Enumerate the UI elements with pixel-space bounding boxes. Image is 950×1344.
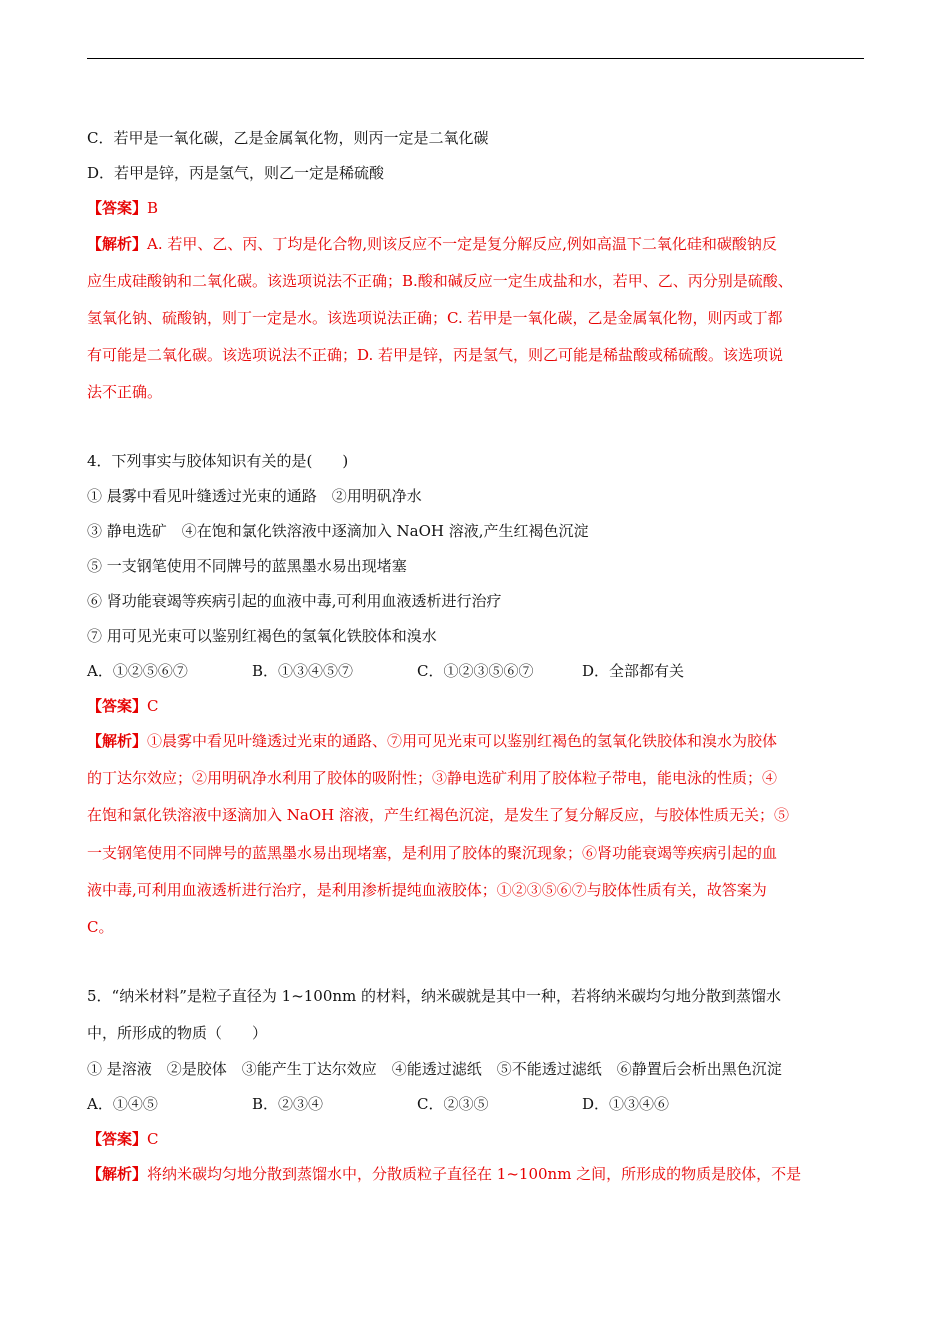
analysis-tag: 【解析】 bbox=[87, 732, 148, 750]
q5-items: ① 是溶液 ②是胶体 ③能产生丁达尔效应 ④能透过滤纸 ⑤不能透过滤纸 ⑥静置后会析出黑色沉淀 bbox=[87, 1060, 782, 1078]
q3-analysis-line-4: 有可能是二氧化碳。该选项说法不正确；D. 若甲是锌，丙是氢气，则乙可能是稀盐酸或稀硫酸。该选项说 bbox=[87, 346, 784, 364]
option-b: B．②③④ bbox=[252, 1095, 324, 1113]
answer-tag: 【答案】 bbox=[87, 1130, 148, 1148]
q5-stem-line-2: 中，所形成的物质（ ） bbox=[87, 1024, 268, 1042]
q4-stem: 4．下列事实与胶体知识有关的是( ) bbox=[87, 452, 349, 470]
analysis-text: A. 若甲、乙、丙、丁均是化合物,则该反应不一定是复分解反应,例如高温下二氧化硅和碳酸钠反 bbox=[147, 235, 777, 253]
q4-item-4: ⑥ 肾功能衰竭等疾病引起的血液中毒,可利用血液透析进行治疗 bbox=[87, 592, 502, 610]
answer-value: C bbox=[147, 1130, 159, 1148]
q3-option-c: C．若甲是一氧化碳，乙是金属氧化物，则丙一定是二氧化碳 bbox=[87, 129, 489, 147]
answer-value: C bbox=[147, 697, 159, 715]
analysis-text: ①晨雾中看见叶缝透过光束的通路、⑦用可见光束可以鉴别红褐色的氢氧化铁胶体和溴水为胶体 bbox=[147, 732, 778, 750]
q3-option-d: D．若甲是锌，丙是氢气，则乙一定是稀硫酸 bbox=[87, 164, 385, 182]
q3-analysis-line-1 bbox=[87, 234, 877, 254]
option-b: B．①③④⑤⑦ bbox=[252, 662, 354, 680]
q4-answer bbox=[87, 696, 877, 716]
q4-analysis-line-6: C。 bbox=[87, 918, 114, 936]
q4-item-3: ⑤ 一支钢笔使用不同牌号的蓝黑墨水易出现堵塞 bbox=[87, 557, 407, 575]
q5-analysis-line-1 bbox=[87, 1164, 877, 1184]
answer-tag: 【答案】 bbox=[87, 697, 148, 715]
q3-analysis-line-2: 应生成硅酸钠和二氧化碳。该选项说法不正确；B.酸和碱反应一定生成盐和水，若甲、乙、丙分别是硫酸、 bbox=[87, 272, 793, 290]
header-rule bbox=[87, 58, 864, 59]
q5-options bbox=[87, 1094, 877, 1114]
q5-stem-line-1: 5．“纳米材料”是粒子直径为 1~100nm 的材料，纳米碳就是其中一种，若将纳米碳均匀地分散到蒸馏水 bbox=[87, 987, 782, 1005]
analysis-tag: 【解析】 bbox=[87, 1165, 148, 1183]
option-a: A．①②⑤⑥⑦ bbox=[87, 662, 188, 680]
q4-analysis-line-1 bbox=[87, 731, 877, 751]
option-c: C．①②③⑤⑥⑦ bbox=[417, 662, 534, 680]
q4-item-5: ⑦ 用可见光束可以鉴别红褐色的氢氧化铁胶体和溴水 bbox=[87, 627, 437, 645]
q4-analysis-line-2: 的丁达尔效应；②用明矾净水利用了胶体的吸附性；③静电选矿利用了胶体粒子带电，能电泳的性质；④ bbox=[87, 769, 778, 787]
answer-tag: 【答案】 bbox=[87, 199, 148, 217]
option-c: C．②③⑤ bbox=[417, 1095, 489, 1113]
option-a: A．①④⑤ bbox=[87, 1095, 158, 1113]
answer-value: B bbox=[147, 199, 159, 217]
q3-analysis-line-3: 氢氧化钠、硫酸钠，则丁一定是水。该选项说法正确；C. 若甲是一氧化碳，乙是金属氧化物，则丙或丁都 bbox=[87, 309, 783, 327]
option-d: D．①③④⑥ bbox=[582, 1095, 670, 1113]
q4-analysis-line-4: 一支钢笔使用不同牌号的蓝黑墨水易出现堵塞，是利用了胶体的聚沉现象；⑥肾功能衰竭等疾病引起的血 bbox=[87, 844, 778, 862]
q4-item-2: ③ 静电选矿 ④在饱和氯化铁溶液中逐滴加入 NaOH 溶液,产生红褐色沉淀 bbox=[87, 522, 589, 540]
q3-analysis-line-5: 法不正确。 bbox=[87, 383, 163, 401]
q5-answer bbox=[87, 1129, 877, 1149]
option-d: D．全部都有关 bbox=[582, 662, 685, 680]
q3-answer bbox=[87, 198, 877, 218]
q4-analysis-line-5: 液中毒,可利用血液透析进行治疗，是利用渗析提纯血液胶体；①②③⑤⑥⑦与胶体性质有关，故答案为 bbox=[87, 881, 767, 899]
analysis-tag: 【解析】 bbox=[87, 235, 148, 253]
q4-item-1: ① 晨雾中看见叶缝透过光束的通路 ②用明矾净水 bbox=[87, 487, 422, 505]
q4-options bbox=[87, 661, 877, 681]
analysis-text: 将纳米碳均匀地分散到蒸馏水中，分散质粒子直径在 1~100nm 之间，所形成的物质是胶体，不是 bbox=[147, 1165, 802, 1183]
q4-analysis-line-3: 在饱和氯化铁溶液中逐滴加入 NaOH 溶液，产生红褐色沉淀，是发生了复分解反应，与胶体性质无关；⑤ bbox=[87, 806, 789, 824]
